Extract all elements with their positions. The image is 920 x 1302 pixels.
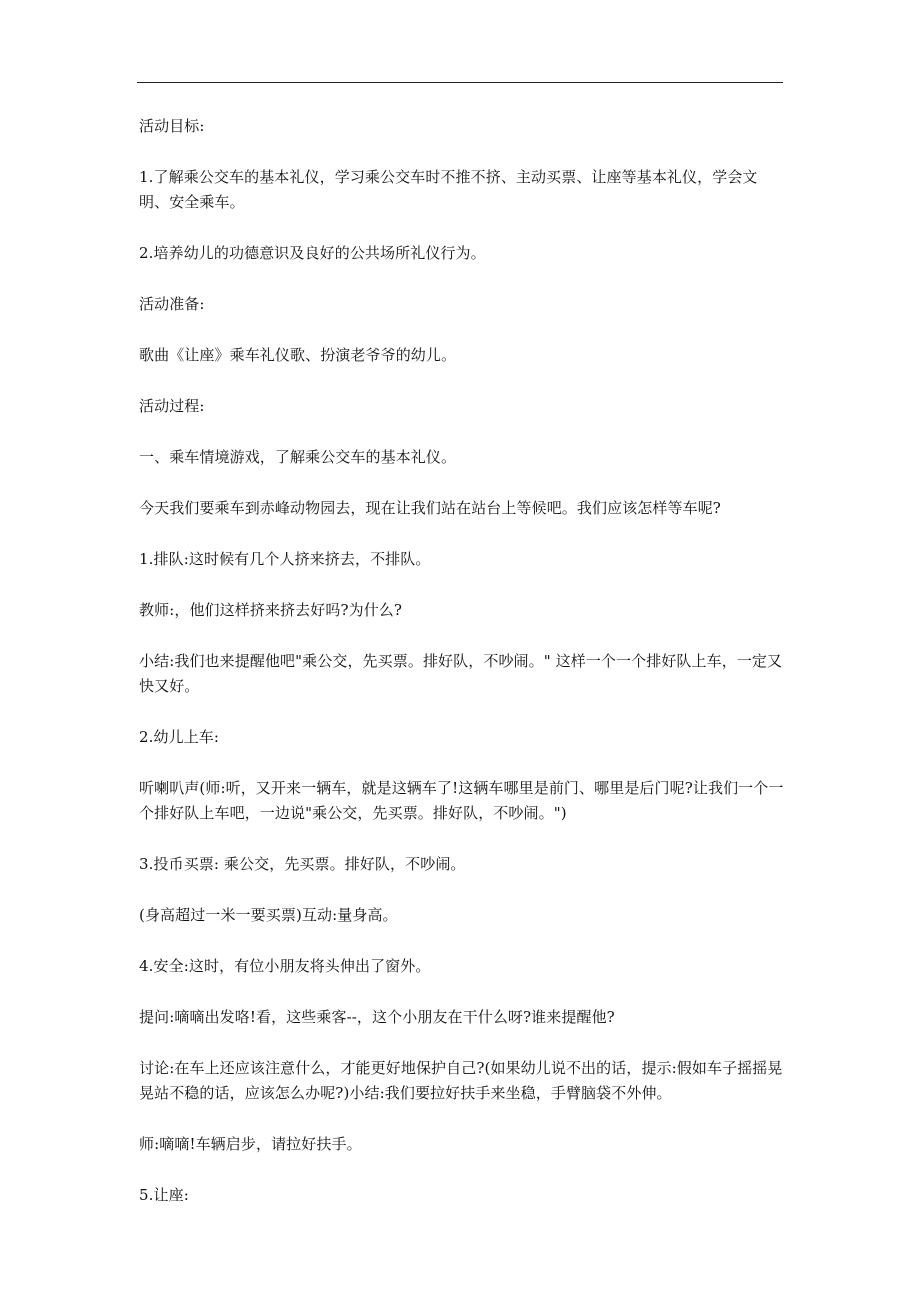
paragraph: 今天我们要乘车到赤峰动物园去，现在让我们站在站台上等候吧。我们应该怎样等车呢? [139, 499, 721, 517]
section-heading-process: 活动过程: [139, 397, 205, 415]
document-body [139, 114, 785, 1234]
paragraph: 师:嘀嘀!车辆启步，请拉好扶手。 [139, 1135, 362, 1153]
goal-item-2: 2.培养幼儿的功德意识及良好的公共场所礼仪行为。 [139, 244, 486, 262]
paragraph: 1.排队:这时候有几个人挤来挤去，不排队。 [139, 550, 431, 568]
paragraph: 教师:，他们这样挤来挤去好吗?为什么? [139, 601, 403, 619]
section-heading-preparation: 活动准备: [139, 295, 205, 313]
paragraph: 3.投币买票: 乘公交，先买票。排好队，不吵闹。 [139, 855, 466, 873]
paragraph: 小结:我们也来提醒他吧"乘公交，先买票。排好队，不吵闹。" 这样一个一个排好队上车，一定又快又好。 [139, 652, 783, 695]
paragraph: 提问:嘀嘀出发咯!看，这些乘客--，这个小朋友在干什么呀?谁来提醒他? [139, 1008, 615, 1026]
paragraph: 5.让座: [139, 1186, 189, 1204]
paragraph: 讨论:在车上还应该注意什么，才能更好地保护自己?(如果幼儿说不出的话，提示:假如车子摇摇晃晃站不稳的话，应该怎么办呢?)小结:我们要拉好扶手来坐稳，手臂脑袋不外伸。 [139, 1059, 783, 1102]
header-rule [137, 82, 783, 83]
paragraph: 2.幼儿上车: [139, 728, 220, 746]
preparation-text: 歌曲《让座》乘车礼仪歌、扮演老爷爷的幼儿。 [139, 346, 457, 364]
paragraph: (身高超过一米一要买票)互动:量身高。 [139, 906, 398, 924]
process-step-1-heading: 一、乘车情境游戏，了解乘公交车的基本礼仪。 [139, 448, 457, 466]
paragraph: 听喇叭声(师:听，又开来一辆车，就是这辆车了!这辆车哪里是前门、哪里是后门呢?让我们一个一个排好队上车吧，一边说"乘公交，先买票。排好队，不吵闹。") [139, 779, 784, 822]
paragraph: 4.安全:这时，有位小朋友将头伸出了窗外。 [139, 957, 431, 975]
section-heading-goals: 活动目标: [139, 117, 205, 135]
goal-item-1: 1.了解乘公交车的基本礼仪，学习乘公交车时不推不挤、主动买票、让座等基本礼仪，学会文明、安全乘车。 [139, 168, 758, 211]
